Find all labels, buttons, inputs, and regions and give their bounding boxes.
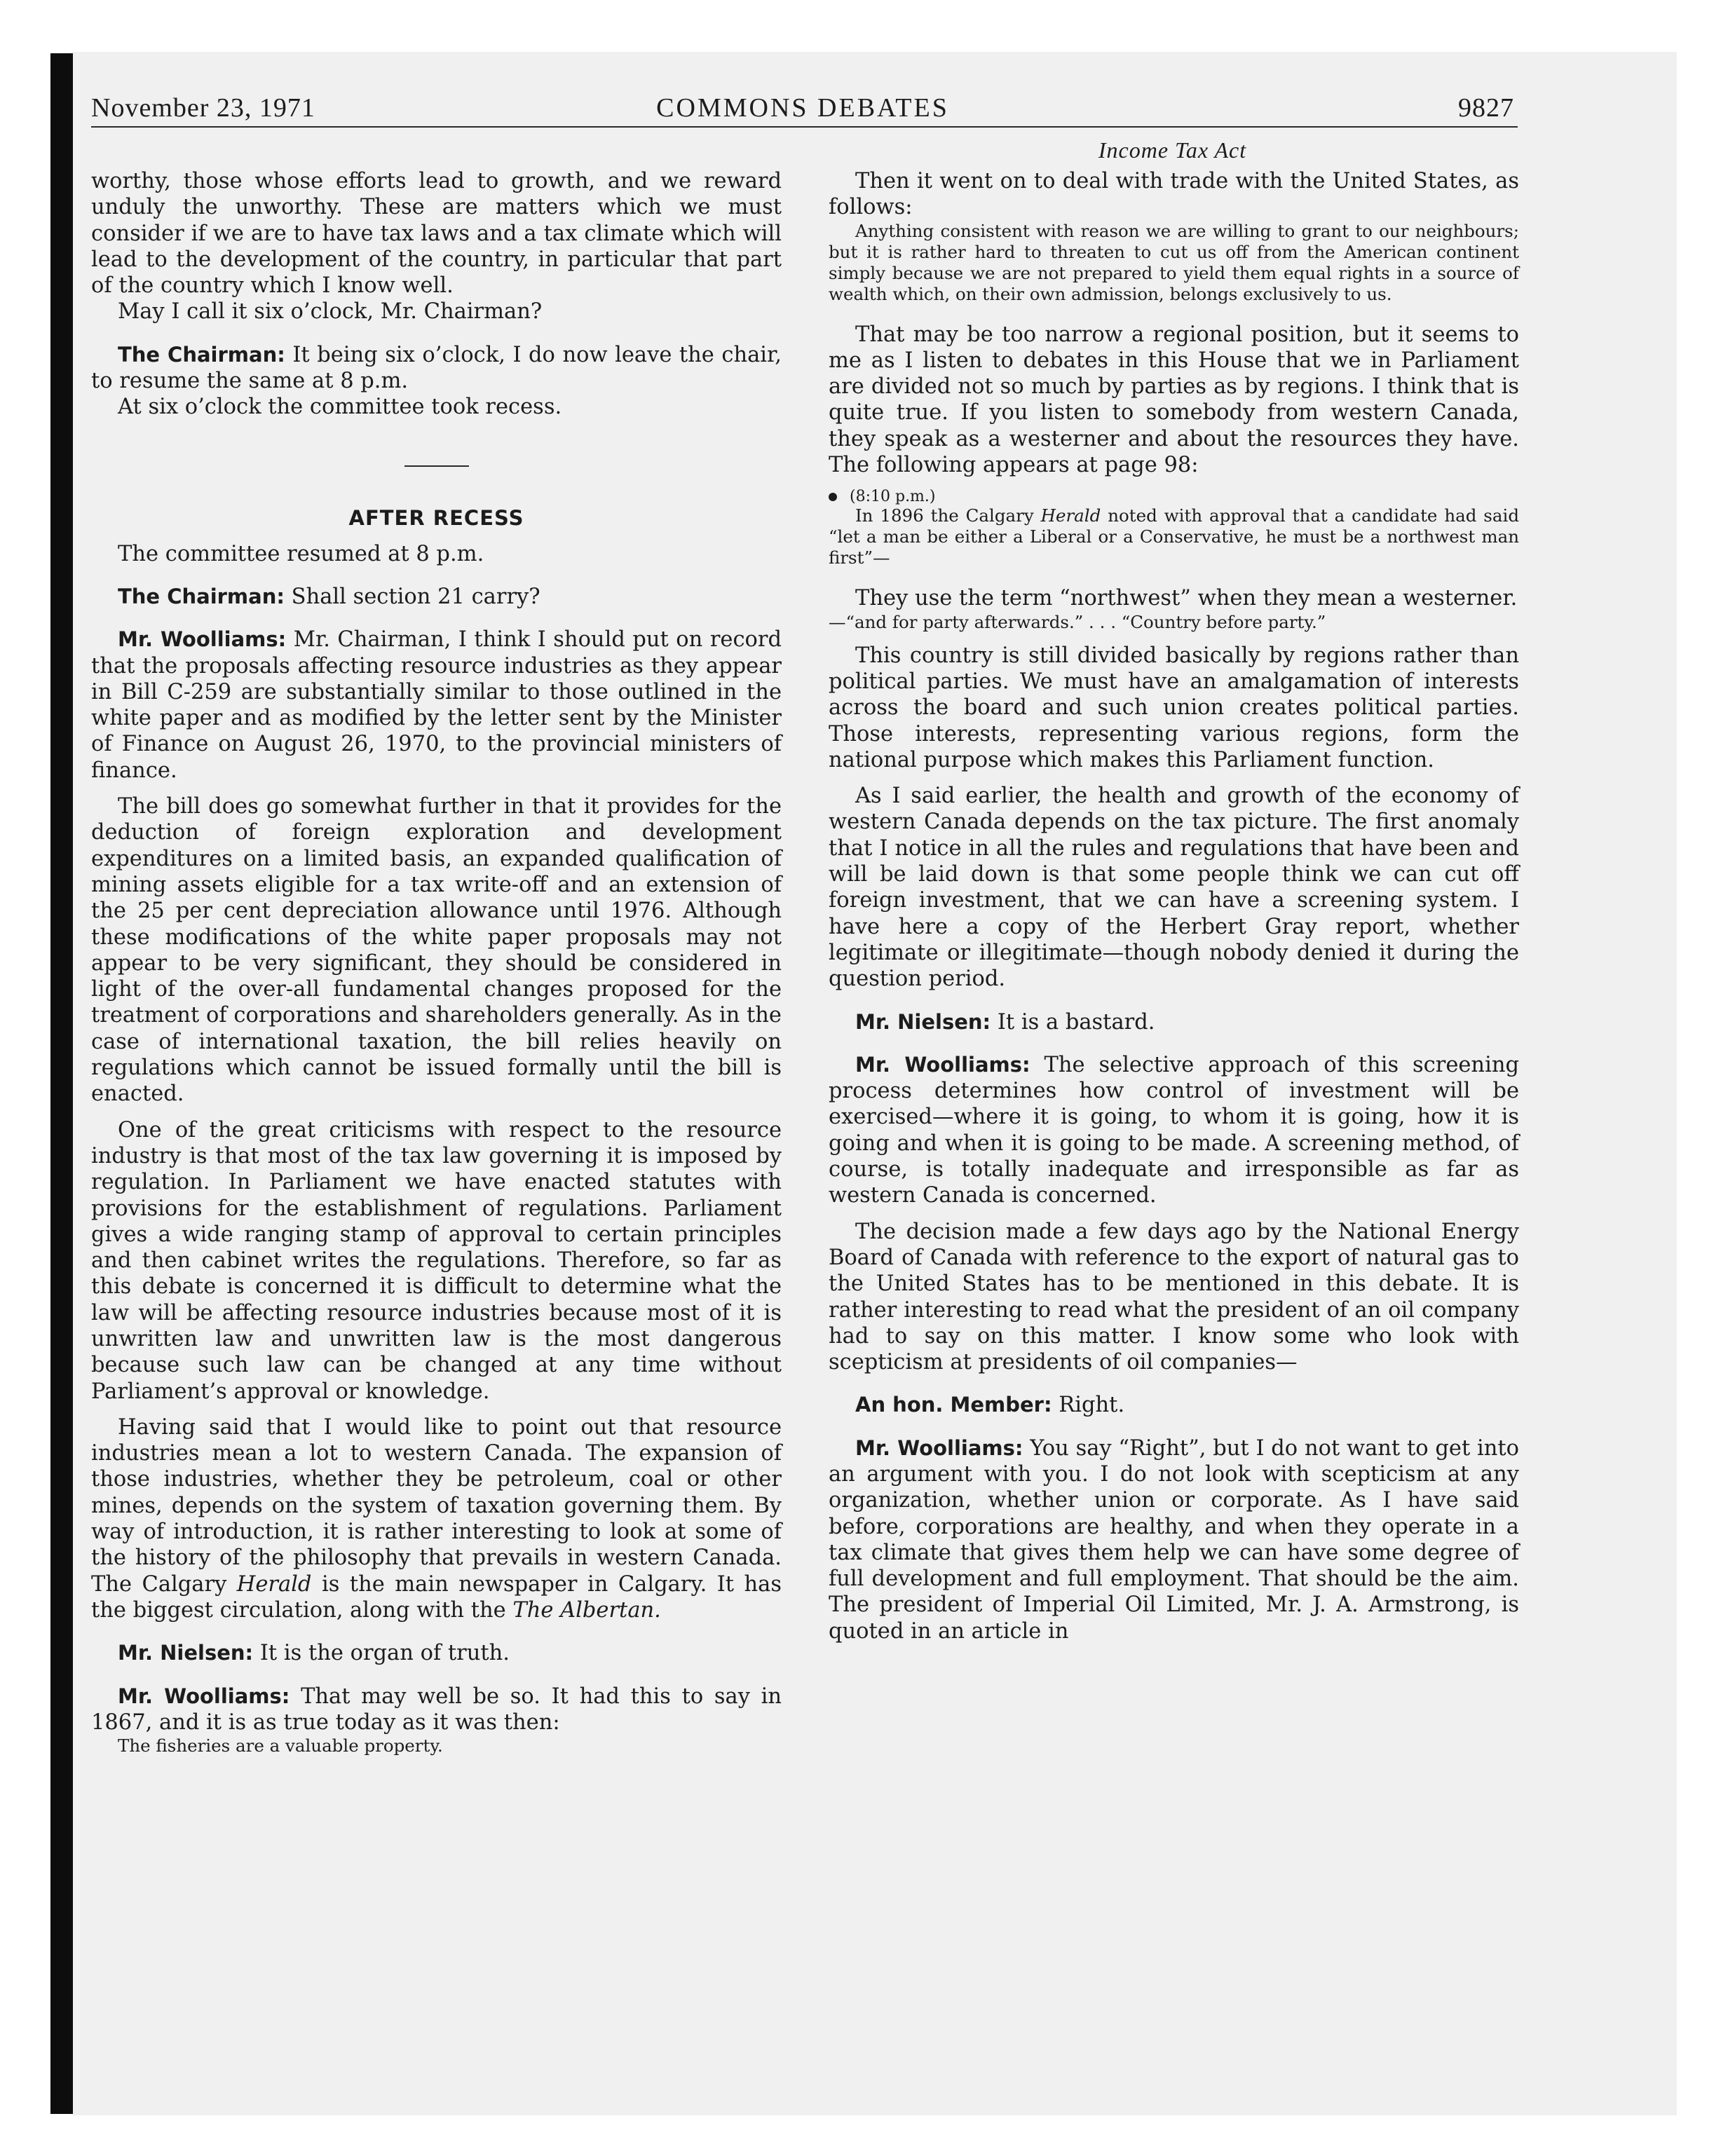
- paragraph: They use the term “northwest” when they mean a westerner.: [855, 586, 1518, 611]
- speaker-name: Mr. Woolliams:: [855, 1052, 1030, 1077]
- newspaper-title: Herald: [236, 1571, 312, 1597]
- speech-text: You say “Right”, but I do not want to get into an argument with you. I do not look with scepticism at any organization, whether union or corporate. As I have said before, corporations are healthy, and when they operate in a tax climate that gives them help we can have some degree of full development and full employment. That should be the aim. The president of Imperial Oil Limited, Mr. J. A. Armstrong, is quoted in an article in: [829, 1435, 1520, 1644]
- speech-text: That may well be so. It had this to say in 1867, and it is as true today as it was then:: [91, 1684, 782, 1735]
- speech-paragraph: [91, 584, 782, 610]
- speaker-name: Mr. Woolliams:: [118, 1684, 290, 1708]
- paragraph: At six o’clock the committee took recess.: [118, 395, 562, 420]
- speaker-name: The Chairman:: [118, 342, 285, 367]
- left-column: [91, 168, 782, 1756]
- paragraph: May I call it six o’clock, Mr. Chairman?: [118, 299, 543, 325]
- paragraph: This country is still divided basically by regions rather than political parties. We must have an amalgamation of interests across the board and such union creates political parties. Those interests, representing various regions, form the national purpose which makes this Parliament function.: [829, 643, 1519, 772]
- paragraph: Then it went on to deal with trade with the United States, as follows:: [829, 169, 1519, 220]
- paragraph: That may be too narrow a regional position, but it seems to me as I listen to debates in this House that we in Parliament are divided not so much by parties as by regions. I think that is quite true. If you listen to somebody from western Canada, they speak as a westerner and about the resources they have. The following appears at page 98:: [829, 322, 1519, 478]
- speaker-name: The Chairman:: [118, 584, 285, 608]
- block-quote: Anything consistent with reason we are willing to grant to our neighbours; but it is rather hard to threaten to cut us off from the American continent simply because we are not prepared to yield them equal rights in a source of wealth which, on their own admission, belongs exclusively to us.: [829, 220, 1519, 304]
- block-quote: In 1896 the Calgary Herald noted with approval that a candidate had said “let a man be either a Liberal or a Conservative, he must be a northwest man first”—: [829, 505, 1520, 568]
- speech-paragraph: [829, 1435, 1519, 1644]
- speech-paragraph: [829, 1392, 1519, 1418]
- section-heading: AFTER RECESS: [348, 505, 524, 530]
- block-quote: —“and for party afterwards.” . . . “Country before party.”: [829, 611, 1326, 632]
- speech-text: Shall section 21 carry?: [291, 584, 540, 609]
- speech-paragraph: [829, 1052, 1519, 1209]
- speech-paragraph: [91, 627, 782, 784]
- speech-paragraph: [829, 1009, 1519, 1035]
- paragraph: As I said earlier, the health and growth of the economy of western Canada depends on the tax picture. The first anomaly that I notice in all the rules and regulations that have been and will be laid down is that some people think we can cut off foreign investment, that we can have a screening system. I have here a copy of the Herbert Gray report, whether legitimate or illegitimate—though nobody denied it during the question period.: [829, 784, 1519, 992]
- speaker-name: Mr. Woolliams:: [118, 627, 287, 652]
- speech-text: It being six o’clock, I do now leave the chair, to resume the same at 8 p.m.: [91, 342, 782, 394]
- right-column: [829, 168, 1519, 1644]
- paragraph: One of the great criticisms with respect to the resource industry is that most of the tax law governing it is imposed by regulation. In Parliament we have enacted statutes with provisions for the establishment of regulations. Parliament gives a wide ranging stamp of approval to certain principles and then cabinet writes the regulations. Therefore, so far as this debate is concerned it is difficult to determine what the law will be affecting resource industries because most of it is unwritten law and unwritten law is the most dangerous because such law can be changed at any time without Parliament’s approval or knowledge.: [91, 1117, 782, 1404]
- speech-paragraph: [91, 1684, 782, 1736]
- paragraph: Having said that I would like to point out that resource industries mean a lot to western Canada. The expansion of those industries, whether they be petroleum, coal or other mines, depends on the system of taxation governing them. By way of introduction, it is rather interesting to look at some of the history of the philosophy that prevails in western Canada. The Calgary Herald is the main newspaper in Calgary. It has the biggest circulation, along with the The Albertan.: [91, 1414, 782, 1623]
- speech-text: Right.: [1059, 1393, 1125, 1418]
- block-quote: The fisheries are a valuable property.: [118, 1735, 443, 1756]
- speech-text: Mr. Chairman, I think I should put on record that the proposals affecting resource industries as they appear in Bill C-259 are substantially similar to those outlined in the white paper and as modified by the letter sent by the Minister of Finance on August 26, 1970, to the provincial ministers of finance.: [91, 627, 782, 783]
- speaker-name: An hon. Member:: [855, 1393, 1052, 1417]
- section-divider: [404, 465, 469, 467]
- speaker-name: Mr. Woolliams:: [855, 1435, 1023, 1460]
- newspaper-title: The Albertan.: [512, 1597, 661, 1623]
- speech-paragraph: [91, 1640, 782, 1666]
- paragraph: The committee resumed at 8 p.m.: [118, 541, 484, 566]
- speech-text: It is a bastard.: [997, 1009, 1155, 1035]
- header-date: November 23, 1971: [91, 93, 315, 123]
- header-rule: [91, 126, 1518, 128]
- paragraph: The decision made a few days ago by the National Energy Board of Canada with reference to the export of natural gas to the United States has to be mentioned in this debate. It is rather interesting to read what the president of an oil company had to say on this matter. I know some who look with scepticism at presidents of oil companies—: [829, 1219, 1519, 1375]
- paragraph: worthy, those whose efforts lead to growth, and we reward unduly the unworthy. These are matters which we must consider if we are to have tax laws and a tax climate which will lead to the development of the country, in particular that part of the country which I know well.: [91, 169, 782, 299]
- paragraph: The bill does go somewhat further in that it provides for the deduction of foreign exploration and development expenditures on a limited basis, an expanded qualification of mining assets eligible for a tax write-off and an extension of the 25 per cent depreciation allowance until 1976. Although these modifications of the white paper proposals may not appear to be very significant, they should be considered in light of the over-all fundamental changes proposed for the treatment of corporations and shareholders generally. As in the case of international taxation, the bill relies heavily on regulations which cannot be issued formally until the bill is enacted.: [91, 794, 782, 1107]
- newspaper-title: Herald: [1040, 505, 1101, 526]
- speech-text: It is the organ of truth.: [259, 1641, 510, 1666]
- header-journal-title: COMMONS DEBATES: [656, 93, 949, 123]
- speaker-name: Mr. Nielsen:: [118, 1641, 254, 1665]
- speech-text: The selective approach of this screening process determines how control of investment will be exercised—where it is going, to whom it is going, how it is going and when it is going to be made. A screening method, of course, is totally inadequate and irresponsible as far as western Canada is concerned.: [829, 1052, 1519, 1208]
- speech-paragraph: [91, 342, 782, 395]
- speaker-name: Mr. Nielsen:: [855, 1009, 991, 1034]
- header-page-number: 9827: [1458, 93, 1514, 123]
- time-marker: (8:10 p.m.): [829, 488, 1519, 505]
- scan-binding-edge: [50, 53, 73, 2114]
- running-head: Income Tax Act: [1098, 137, 1247, 163]
- bullet-icon: [829, 493, 837, 501]
